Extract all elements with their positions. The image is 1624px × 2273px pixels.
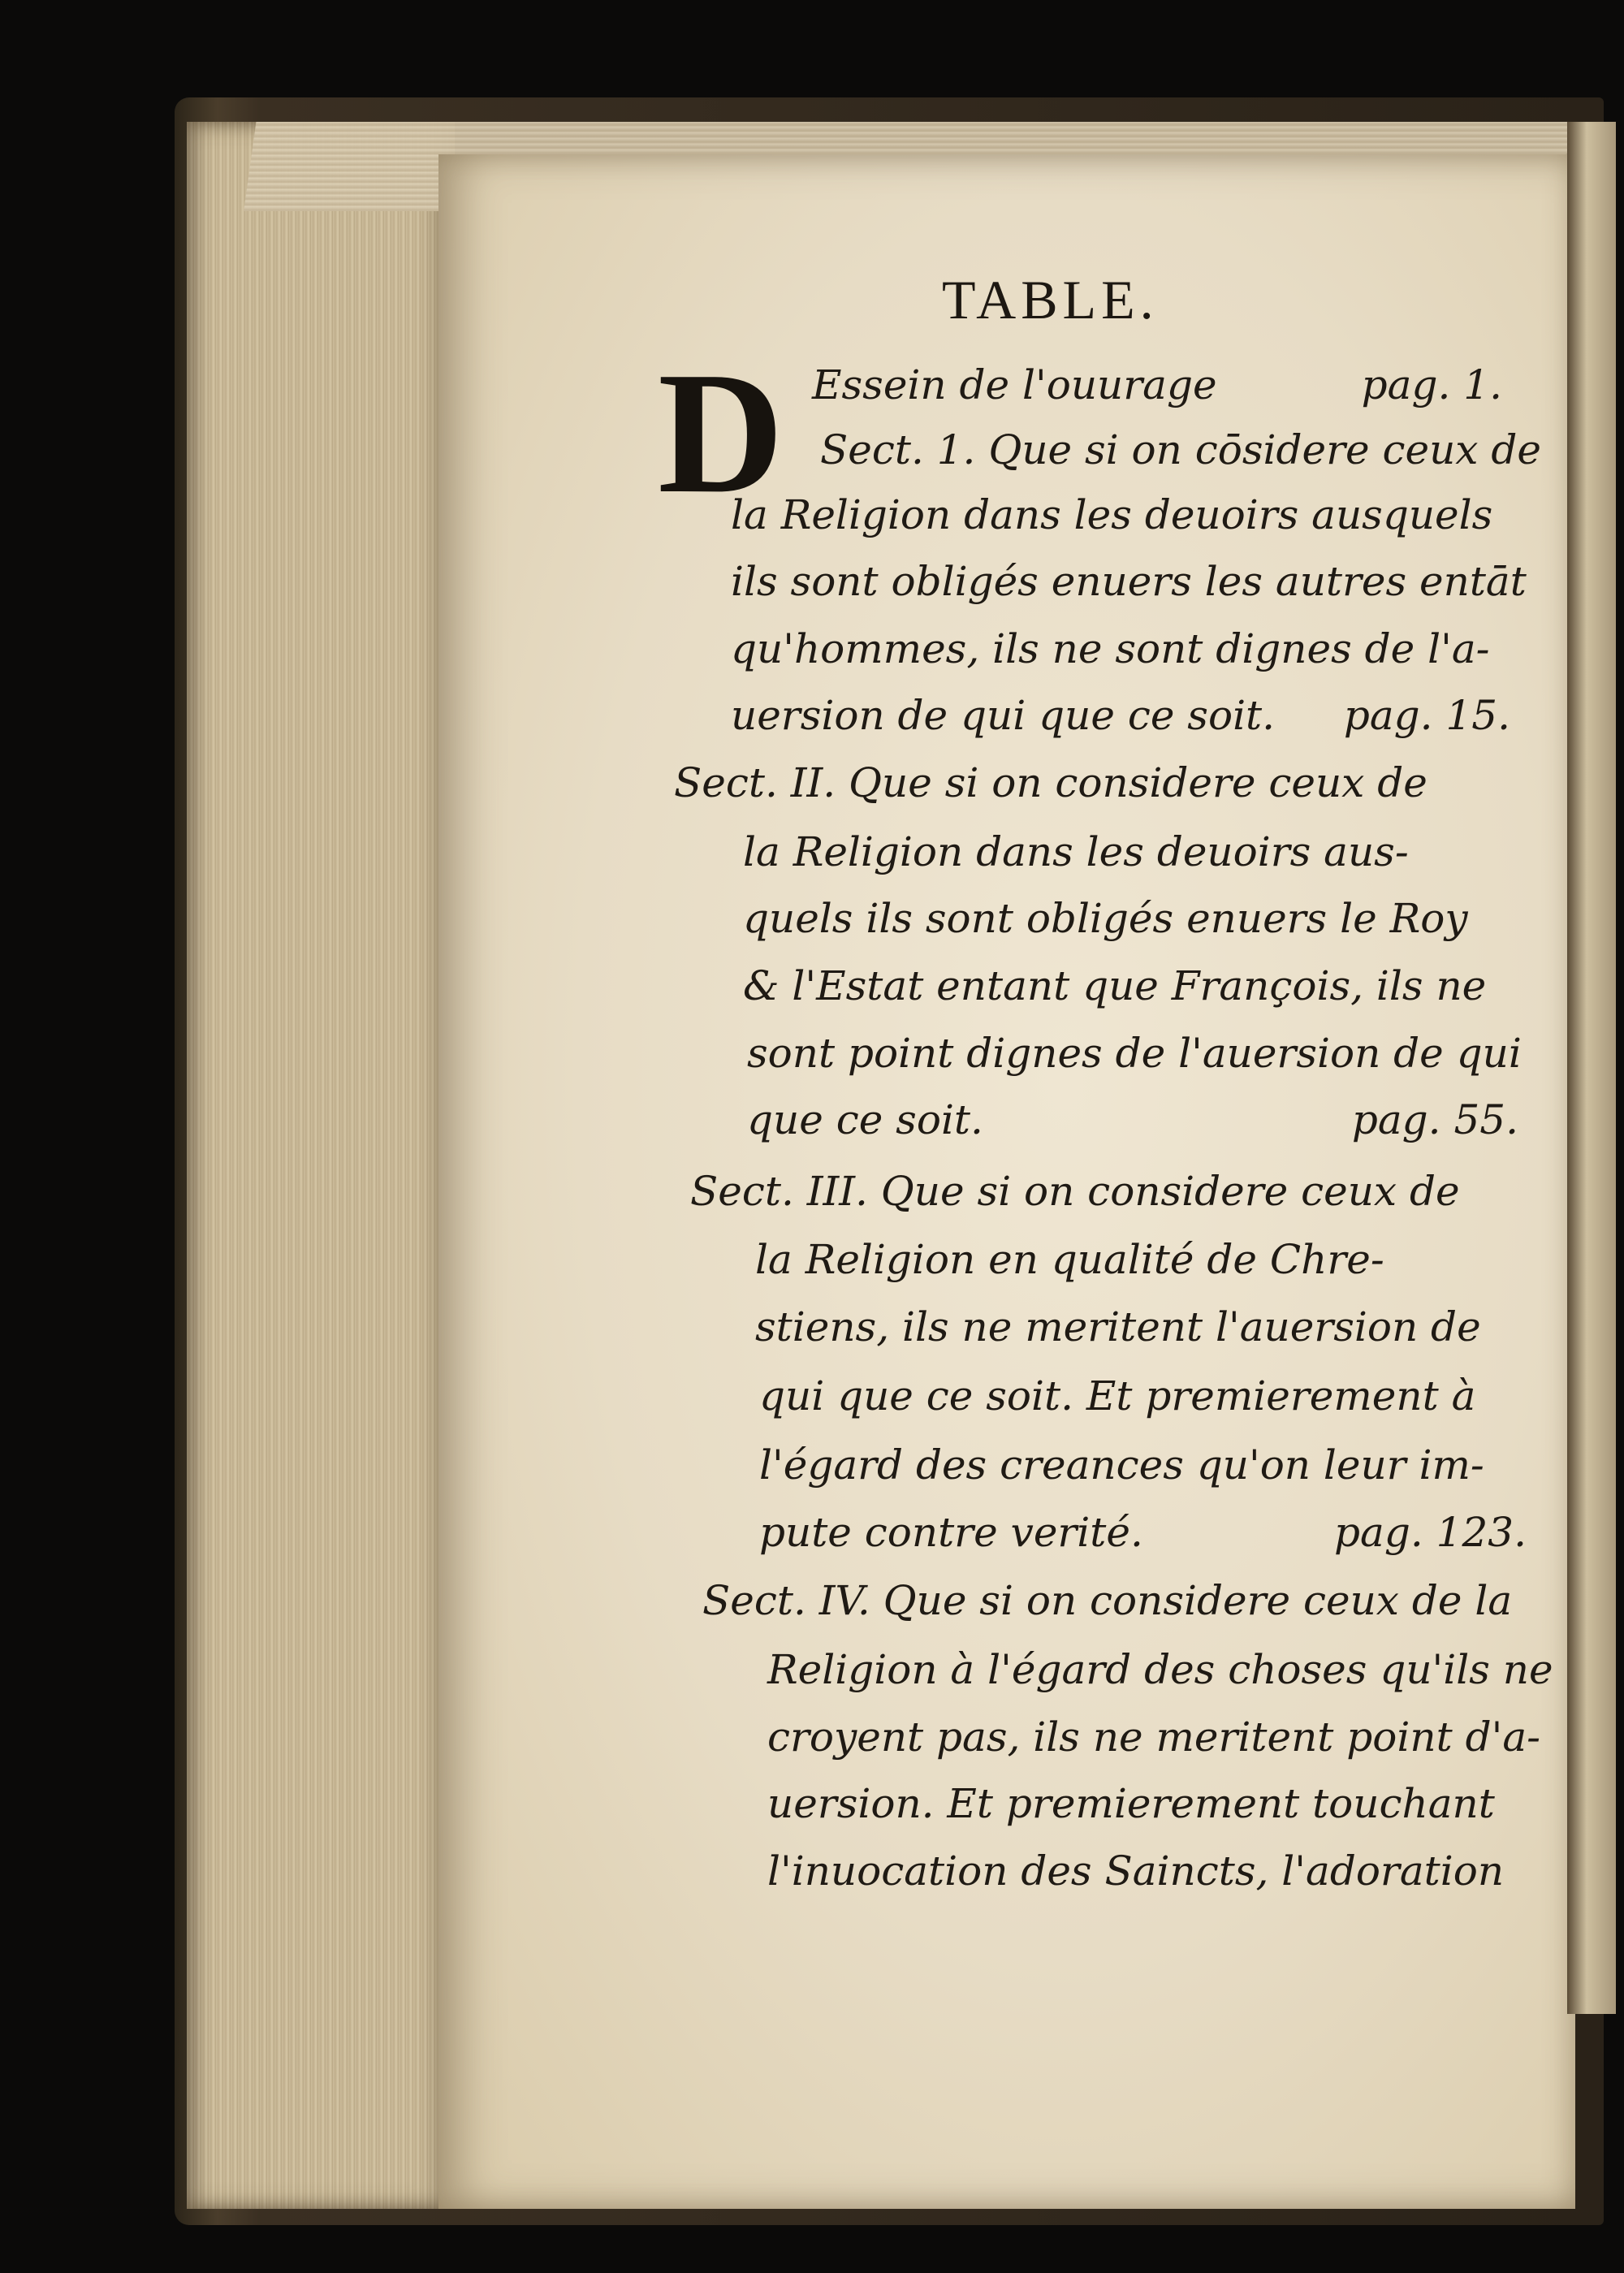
toc-line-text: la Religion en qualité de Chre- bbox=[755, 1236, 1384, 1283]
toc-line bbox=[755, 1303, 1518, 1350]
toc-line bbox=[767, 1713, 1541, 1761]
toc-line-text: sont point dignes de l'auersion de qui bbox=[747, 1030, 1522, 1077]
toc-page-ref: pag. 55. bbox=[1351, 1096, 1518, 1143]
toc-line-text: l'égard des creances qu'on leur im- bbox=[759, 1441, 1484, 1489]
toc-line bbox=[747, 1030, 1522, 1077]
toc-line-text: pute contre verité. bbox=[759, 1509, 1143, 1556]
toc-line bbox=[767, 1847, 1522, 1895]
toc-page-ref: pag. 123. bbox=[1334, 1509, 1527, 1556]
toc-line-text: quels ils sont obligés enuers le Roy bbox=[743, 895, 1468, 942]
toc-line bbox=[731, 692, 1510, 739]
toc-line-text: & l'Estat entant que François, ils ne bbox=[743, 962, 1487, 1009]
toc-line-text: qui que ce soit. Et premierement à bbox=[759, 1372, 1476, 1420]
toc-line-text: stiens, ils ne meritent l'auersion de bbox=[755, 1303, 1481, 1350]
facing-page-edge bbox=[1567, 122, 1616, 2014]
toc-line bbox=[755, 1236, 1518, 1283]
toc-line bbox=[747, 1096, 1518, 1143]
toc-line bbox=[731, 625, 1502, 672]
toc-line-text: Religion à l'égard des choses qu'ils ne bbox=[767, 1646, 1553, 1693]
toc-line-text: Sect. 1. Que si on cōsidere ceux de bbox=[820, 426, 1541, 473]
toc-line bbox=[759, 1441, 1522, 1489]
toc-line-text: qu'hommes, ils ne sont dignes de l'a- bbox=[731, 625, 1490, 672]
toc-line-text: uersion de qui que ce soit. bbox=[731, 692, 1276, 739]
toc-line-text: l'inuocation des Saincts, l'adoration bbox=[767, 1847, 1505, 1895]
page-edges bbox=[187, 122, 455, 2209]
toc-line bbox=[820, 426, 1541, 473]
page-heading: TABLE. bbox=[942, 269, 1159, 331]
toc-line-text: Sect. III. Que si on considere ceux de bbox=[690, 1168, 1460, 1215]
toc-page-ref: pag. 1. bbox=[1361, 361, 1502, 408]
toc-line-text: que ce soit. bbox=[747, 1096, 983, 1143]
toc-page-ref: pag. 15. bbox=[1343, 692, 1510, 739]
toc-line bbox=[812, 361, 1502, 408]
toc-line bbox=[674, 759, 1510, 806]
toc-line-text: ils sont obligés enuers les autres entāt bbox=[731, 558, 1527, 605]
toc-line bbox=[731, 558, 1527, 605]
toc-line bbox=[743, 828, 1514, 875]
toc-line-text: Essein de l'ouurage bbox=[812, 361, 1217, 408]
toc-line bbox=[767, 1780, 1522, 1827]
toc-line bbox=[743, 962, 1514, 1009]
toc-line-text: Sect. II. Que si on considere ceux de bbox=[674, 759, 1427, 806]
toc-line-text: uersion. Et premierement touchant bbox=[767, 1780, 1495, 1827]
toc-line bbox=[702, 1577, 1522, 1624]
toc-line-text: la Religion dans les deuoirs aus- bbox=[743, 828, 1409, 875]
toc-line bbox=[690, 1168, 1518, 1215]
drop-capital: D bbox=[658, 335, 784, 529]
toc-line bbox=[759, 1509, 1527, 1556]
toc-line bbox=[743, 895, 1514, 942]
toc-line-text: croyent pas, ils ne meritent point d'a- bbox=[767, 1713, 1541, 1761]
toc-line bbox=[767, 1646, 1553, 1693]
toc-line bbox=[759, 1372, 1522, 1420]
toc-line-text: la Religion dans les deuoirs ausquels bbox=[731, 491, 1493, 538]
toc-line-text: Sect. IV. Que si on considere ceux de la bbox=[702, 1577, 1513, 1624]
toc-line bbox=[731, 491, 1502, 538]
